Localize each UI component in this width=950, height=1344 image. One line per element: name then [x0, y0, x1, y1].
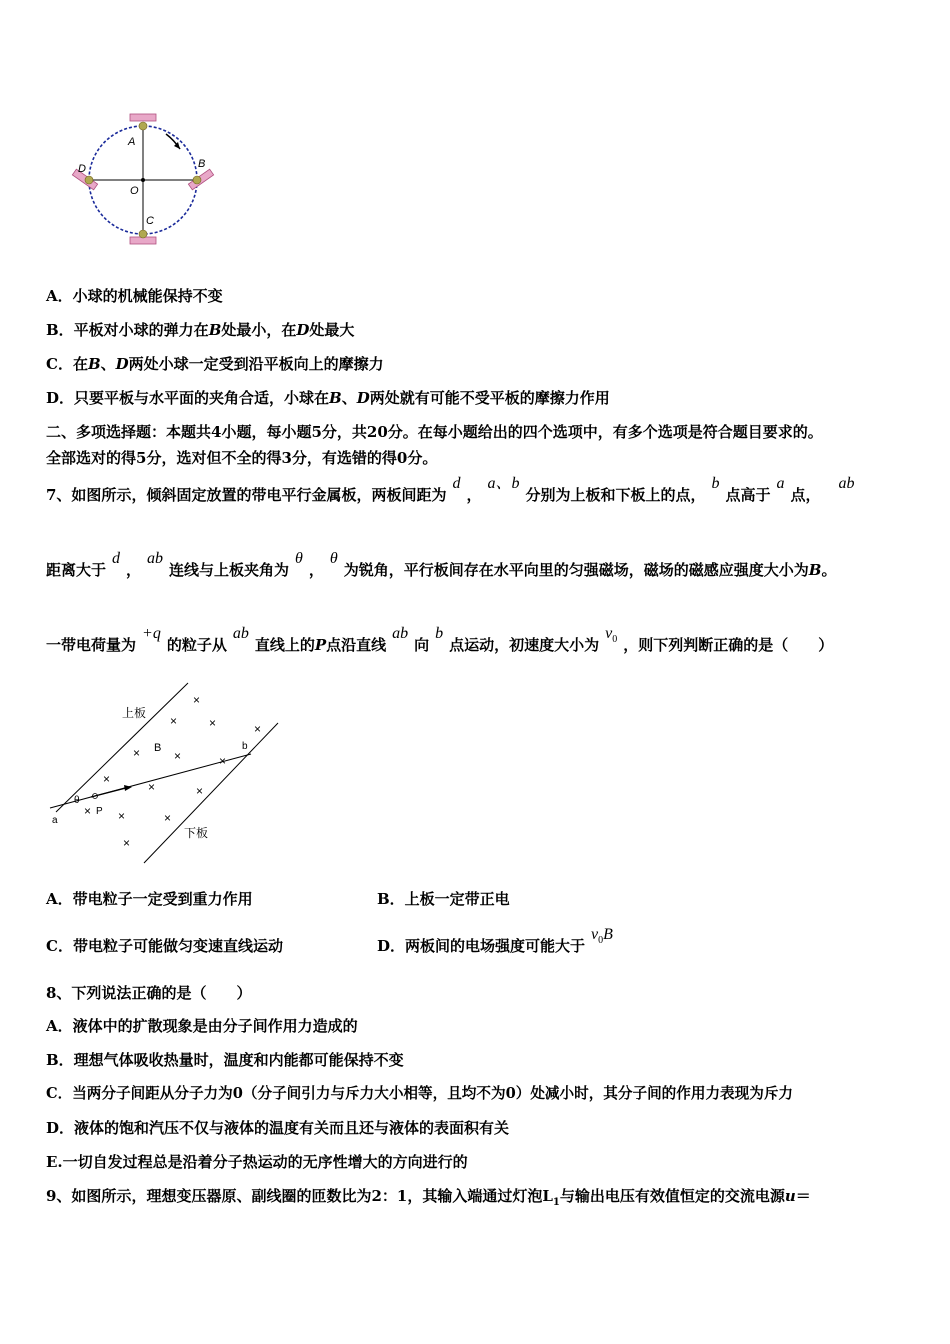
q7-stem-line1 — [46, 475, 861, 506]
q9-b: 与输出电压有效值恒定的交流电源 — [559, 1187, 785, 1205]
plate-top — [130, 114, 156, 121]
q7-optd-v: v — [591, 926, 599, 943]
q7-stem-line3 — [46, 625, 834, 662]
q7-m-ab: a、b — [487, 475, 520, 492]
q7-option-c: C．带电粒子可能做匀变速直线运动 — [46, 937, 283, 955]
q6c-pre: C．在 — [46, 355, 88, 373]
label-o: O — [130, 185, 139, 197]
field-crosses — [84, 693, 261, 850]
ball-a — [139, 122, 147, 130]
q7-m-ab4: ab — [232, 625, 249, 642]
q7-l3-P: P — [314, 636, 327, 654]
q6-option-b — [46, 320, 354, 340]
section2-line1: 二、多项选择题：本题共4小题，每小题5分，共20分。在每小题给出的四个选项中，有多个选项是符合题目要求的。 — [46, 423, 823, 441]
ball-c — [139, 230, 147, 238]
q7-l1e: 点， — [790, 486, 821, 504]
upper-plate — [56, 683, 188, 812]
field-cross: × — [148, 780, 156, 794]
q7-l1d: 点高于 — [725, 486, 771, 504]
field-cross: × — [196, 784, 204, 798]
q6c-var2: D — [115, 355, 129, 373]
q6-option-c — [46, 354, 384, 374]
q7-l1a: 7、如图所示，倾斜固定放置的带电平行金属板，两板间距为 — [46, 486, 447, 504]
field-cross: × — [209, 716, 217, 730]
q7-l1b: ， — [466, 486, 482, 504]
q7-m-v0 — [605, 625, 618, 646]
q6c-sep: 、 — [100, 355, 116, 373]
q8-option-d: D．液体的饱和汽压不仅与液体的温度有关而且还与液体的表面积有关 — [46, 1119, 510, 1137]
q7-option-b: B．上板一定带正电 — [377, 890, 510, 908]
q7-l1c: 分别为上板和下板上的点， — [525, 486, 706, 504]
q8-option-c: C．当两分子间距从分子力为0（分子间引力与斥力大小相等，且均不为0）处减小时，其分子间的作用力表现为斥力 — [46, 1085, 794, 1102]
field-cross: × — [84, 804, 92, 818]
field-cross: × — [103, 772, 111, 786]
q8-option-a: A．液体中的扩散现象是由分子间作用力造成的 — [46, 1017, 358, 1035]
q7-l3g: ，则下列判断正确的是（ ） — [623, 636, 834, 654]
q7-l3d: 点沿直线 — [326, 636, 387, 654]
circle-figure — [70, 112, 220, 252]
q7-m-ab3: ab — [147, 550, 164, 567]
q7-l2d: ， — [308, 561, 324, 579]
q6b-post: 处最大 — [309, 321, 355, 339]
fig-label-b-field: B — [154, 742, 162, 754]
field-cross: × — [254, 722, 262, 736]
q7-option-d — [377, 926, 619, 963]
q6d-var1: B — [329, 389, 342, 407]
q7-l3f: 点运动，初速度大小为 — [449, 636, 600, 654]
fig-label-b: b — [242, 741, 248, 752]
q7-l2a: 距离大于 — [46, 561, 107, 579]
q8-option-e: E.一切自发过程总是沿着分子热运动的无序性增大的方向进行的 — [46, 1153, 468, 1171]
q7-stem-line2 — [46, 550, 837, 581]
q7-l2f: 。 — [821, 561, 837, 579]
q6d-sep: 、 — [341, 389, 357, 407]
q7-m-ab5: ab — [392, 625, 409, 642]
q9-sub: 1 — [552, 1197, 560, 1208]
q9-a: 9、如图所示，理想变压器原、副线圈的匝数比为2：1，其输入端通过灯泡L — [46, 1187, 553, 1205]
q8-stem: 8、下列说法正确的是（ ） — [46, 984, 252, 1002]
q7-l2c: 连线与上板夹角为 — [169, 561, 290, 579]
q7-m-ab2: ab — [838, 475, 855, 492]
label-a: A — [128, 136, 136, 148]
q7-l3b: 的粒子从 — [166, 636, 227, 654]
q7-m-theta2: θ — [329, 550, 338, 567]
q9-stem — [46, 1186, 811, 1213]
field-cross: × — [174, 749, 182, 763]
q7-m-d2: d — [112, 550, 121, 567]
fig-label-a: a — [52, 815, 58, 826]
fig-label-theta: θ — [74, 795, 80, 806]
q7-option-a: A．带电粒子一定受到重力作用 — [46, 890, 253, 908]
lower-plate — [144, 723, 278, 863]
velocity-arrow — [91, 787, 130, 797]
q7-m-b2: b — [435, 625, 444, 642]
q6c-post: 两处小球一定受到沿平板向上的摩擦力 — [128, 355, 384, 373]
q6c-var1: B — [87, 355, 101, 373]
q7-optd-sub: 0 — [598, 935, 604, 947]
q7-optd-v0b — [591, 926, 613, 947]
q6b-var1: B — [208, 321, 222, 339]
ball-b — [193, 176, 201, 184]
field-cross: × — [193, 693, 201, 707]
label-d: D — [78, 163, 86, 175]
q6d-var2: D — [356, 389, 370, 407]
ball-d — [85, 176, 93, 184]
section2-line2: 全部选对的得5分，选对但不全的得3分，有选错的得0分。 — [46, 449, 438, 467]
q7-m-d: d — [452, 475, 461, 492]
field-cross: × — [118, 809, 126, 823]
q6b-var2: D — [296, 321, 310, 339]
q7-optd-text: D．两板间的电场强度可能大于 — [377, 937, 586, 955]
field-cross: × — [133, 746, 141, 760]
fig-label-p: P — [96, 806, 103, 817]
q7-m-b: b — [711, 475, 720, 492]
q7-l3c: 直线上的 — [254, 636, 315, 654]
q7-l3a: 一带电荷量为 — [46, 636, 137, 654]
q7-m-v: v — [605, 625, 613, 642]
plates-figure — [46, 675, 286, 870]
field-cross: × — [170, 714, 178, 728]
q7-l3e: 向 — [414, 636, 430, 654]
field-cross: × — [123, 836, 131, 850]
q7-m-q: +q — [142, 625, 161, 642]
q7-m-v-sub: 0 — [612, 634, 618, 646]
q7-l2-B: B — [808, 561, 822, 579]
field-cross: × — [164, 811, 172, 825]
q9-c: ＝ — [795, 1187, 811, 1205]
fig-label-lower: 下板 — [184, 826, 209, 840]
q7-m-theta: θ — [295, 550, 303, 567]
fig-label-upper: 上板 — [122, 706, 147, 720]
q7-l2e: 为锐角，平行板间存在水平向里的匀强磁场，磁场的磁感应强度大小为 — [343, 561, 809, 579]
label-b: B — [198, 158, 206, 170]
q7-l2b: ， — [126, 561, 142, 579]
q6b-pre: B．平板对小球的弹力在 — [46, 321, 209, 339]
center-dot — [141, 178, 145, 182]
field-cross: × — [219, 754, 227, 768]
q6d-pre: D．只要平板与水平面的夹角合适，小球在 — [46, 389, 330, 407]
q7-m-a: a — [776, 475, 785, 492]
q6d-post: 两处就有可能不受平板的摩擦力作用 — [369, 389, 610, 407]
q9-u: u — [784, 1187, 796, 1205]
q6-option-d — [46, 388, 610, 408]
q6b-mid: 处最小，在 — [221, 321, 297, 339]
label-c: C — [146, 215, 154, 227]
q6-option-a: A．小球的机械能保持不变 — [46, 287, 223, 305]
q8-option-b: B．理想气体吸收热量时，温度和内能都可能保持不变 — [46, 1051, 404, 1069]
q7-optd-B: B — [603, 926, 613, 943]
